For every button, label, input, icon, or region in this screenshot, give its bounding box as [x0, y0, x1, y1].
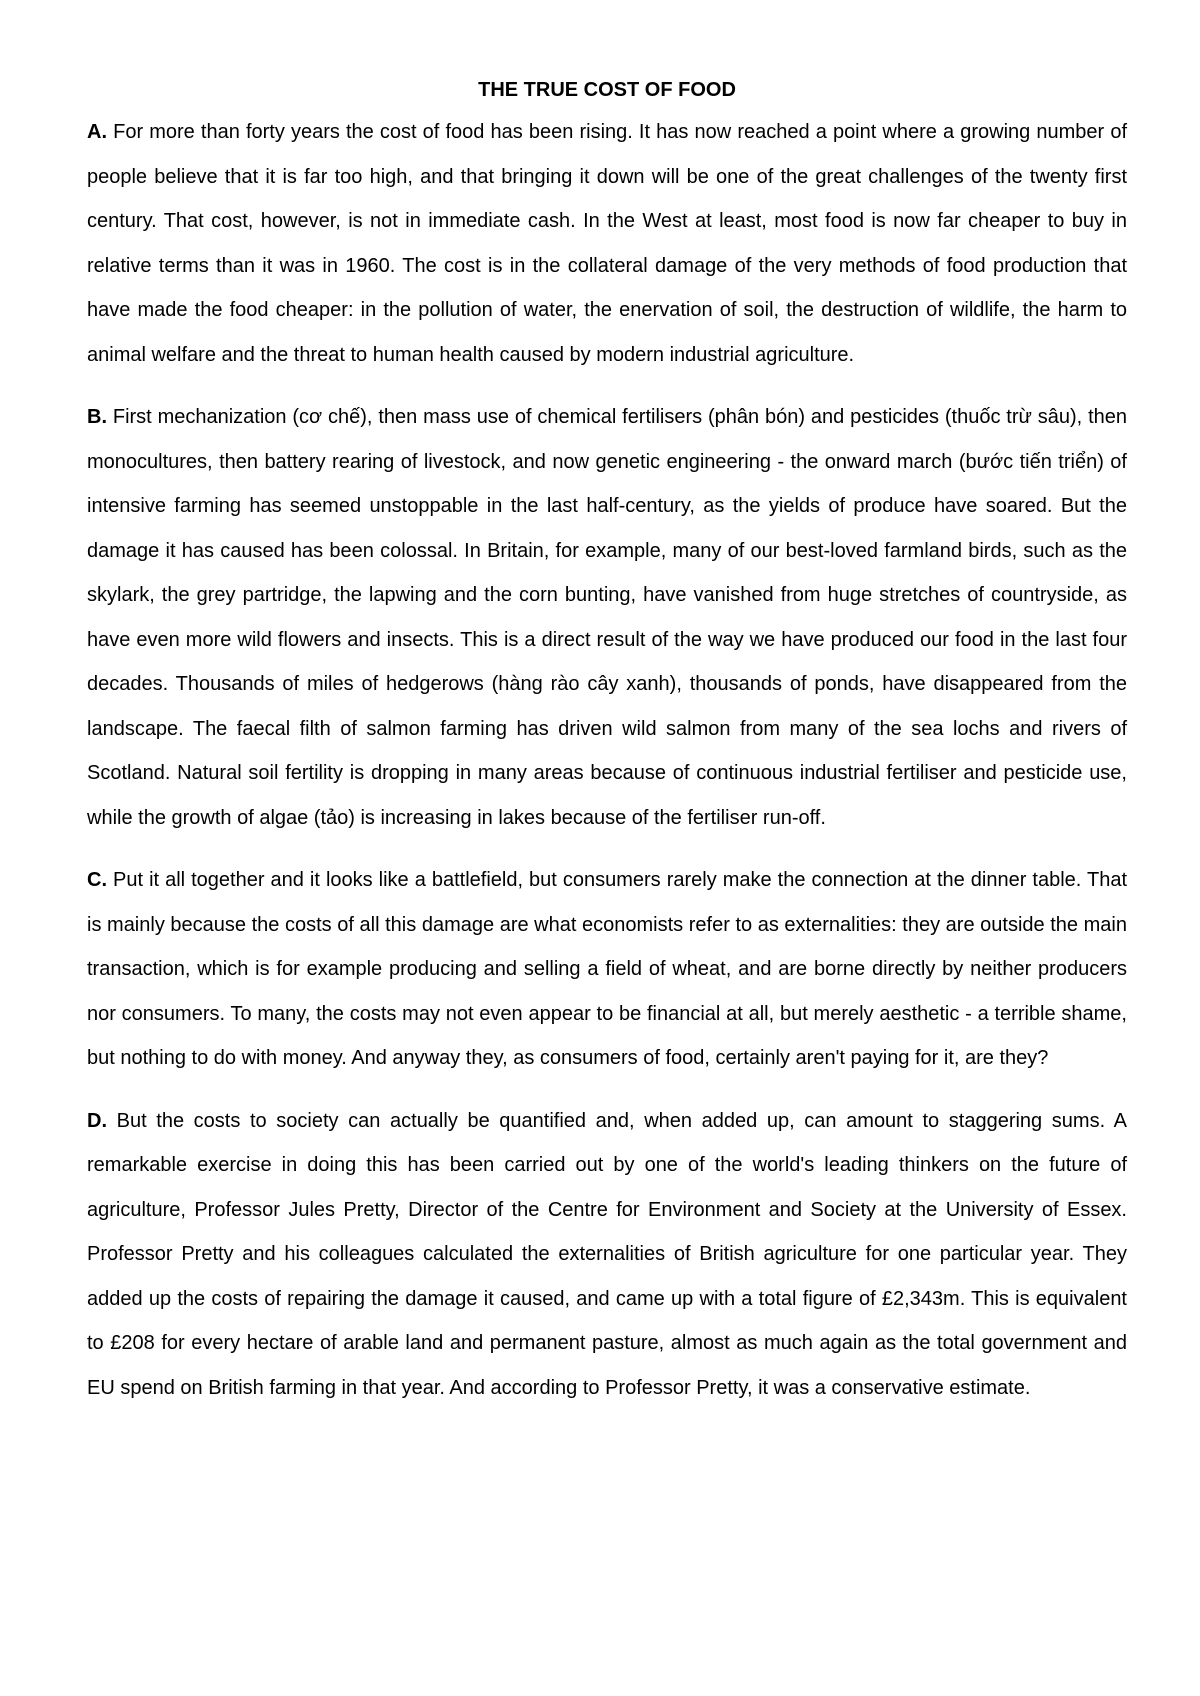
- document-page: [87, 70, 1127, 1410]
- paragraph-text: But the costs to society can actually be quantified and, when added up, can amount to staggering sums. A remarkable exercise in doing this has been carried out by one of the world's leading thinkers on the future of agriculture, Professor Jules Pretty, Director of the Centre for Environment and Society at the University of Essex. Professor Pretty and his colleagues calculated the externalities of British agriculture for one particular year. They added up the costs of repairing the damage it caused, and came up with a total figure of £2,343m. This is equivalent to £208 for every hectare of arable land and permanent pasture, almost as much again as the total government and EU spend on British farming in that year. And according to Professor Pretty, it was a conservative estimate.: [87, 1109, 1127, 1399]
- paragraph-c: [87, 858, 1127, 1081]
- paragraph-a: [87, 110, 1127, 377]
- paragraph-d: [87, 1099, 1127, 1411]
- paragraph-b: [87, 395, 1127, 840]
- paragraph-text: Put it all together and it looks like a battlefield, but consumers rarely make the connection at the dinner table. That is mainly because the costs of all this damage are what economists refer to as externalities: they are outside the main transaction, which is for example producing and selling a field of wheat, and are borne directly by neither producers nor consumers. To many, the costs may not even appear to be financial at all, but merely aesthetic - a terrible shame, but nothing to do with money. And anyway they, as consumers of food, certainly aren't paying for it, are they?: [87, 869, 1127, 1069]
- document-title: THE TRUE COST OF FOOD: [478, 79, 736, 101]
- paragraph-letter: B.: [87, 406, 107, 428]
- paragraph-text: First mechanization (cơ chế), then mass use of chemical fertilisers (phân bón) and pesticides (thuốc trừ sâu), then monocultures, then battery rearing of livestock, and now genetic engineering - the onward march (bước tiến triển) of intensive farming has seemed unstoppable in the last half-century, as the yields of produce have soared. But the damage it has caused has been colossal. In Britain, for example, many of our best-loved farmland birds, such as the skylark, the grey partridge, the lapwing and the corn bunting, have vanished from huge stretches of countryside, as have even more wild flowers and insects. This is a direct result of the way we have produced our food in the last four decades. Thousands of miles of hedgerows (hàng rào cây xanh), thousands of ponds, have disappeared from the landscape. The faecal filth of salmon farming has driven wild salmon from many of the sea lochs and rivers of Scotland. Natural soil fertility is dropping in many areas because of continuous industrial fertiliser and pesticide use, while the growth of algae (tảo) is increasing in lakes because of the fertiliser run-off.: [87, 406, 1128, 829]
- paragraph-letter: C.: [87, 869, 107, 891]
- paragraph-letter: D.: [87, 1109, 107, 1132]
- paragraph-text: For more than forty years the cost of food has been rising. It has now reached a point where a growing number of people believe that it is far too high, and that bringing it down will be one of the great challenges of the twenty first century. That cost, however, is not in immediate cash. In the West at least, most food is now far cheaper to buy in relative terms than it was in 1960. The cost is in the collateral damage of the very methods of food production that have made the food cheaper: in the pollution of water, the enervation of soil, the destruction of wildlife, the harm to animal welfare and the threat to human health caused by modern industrial agriculture.: [87, 121, 1127, 366]
- paragraph-letter: A.: [87, 121, 107, 143]
